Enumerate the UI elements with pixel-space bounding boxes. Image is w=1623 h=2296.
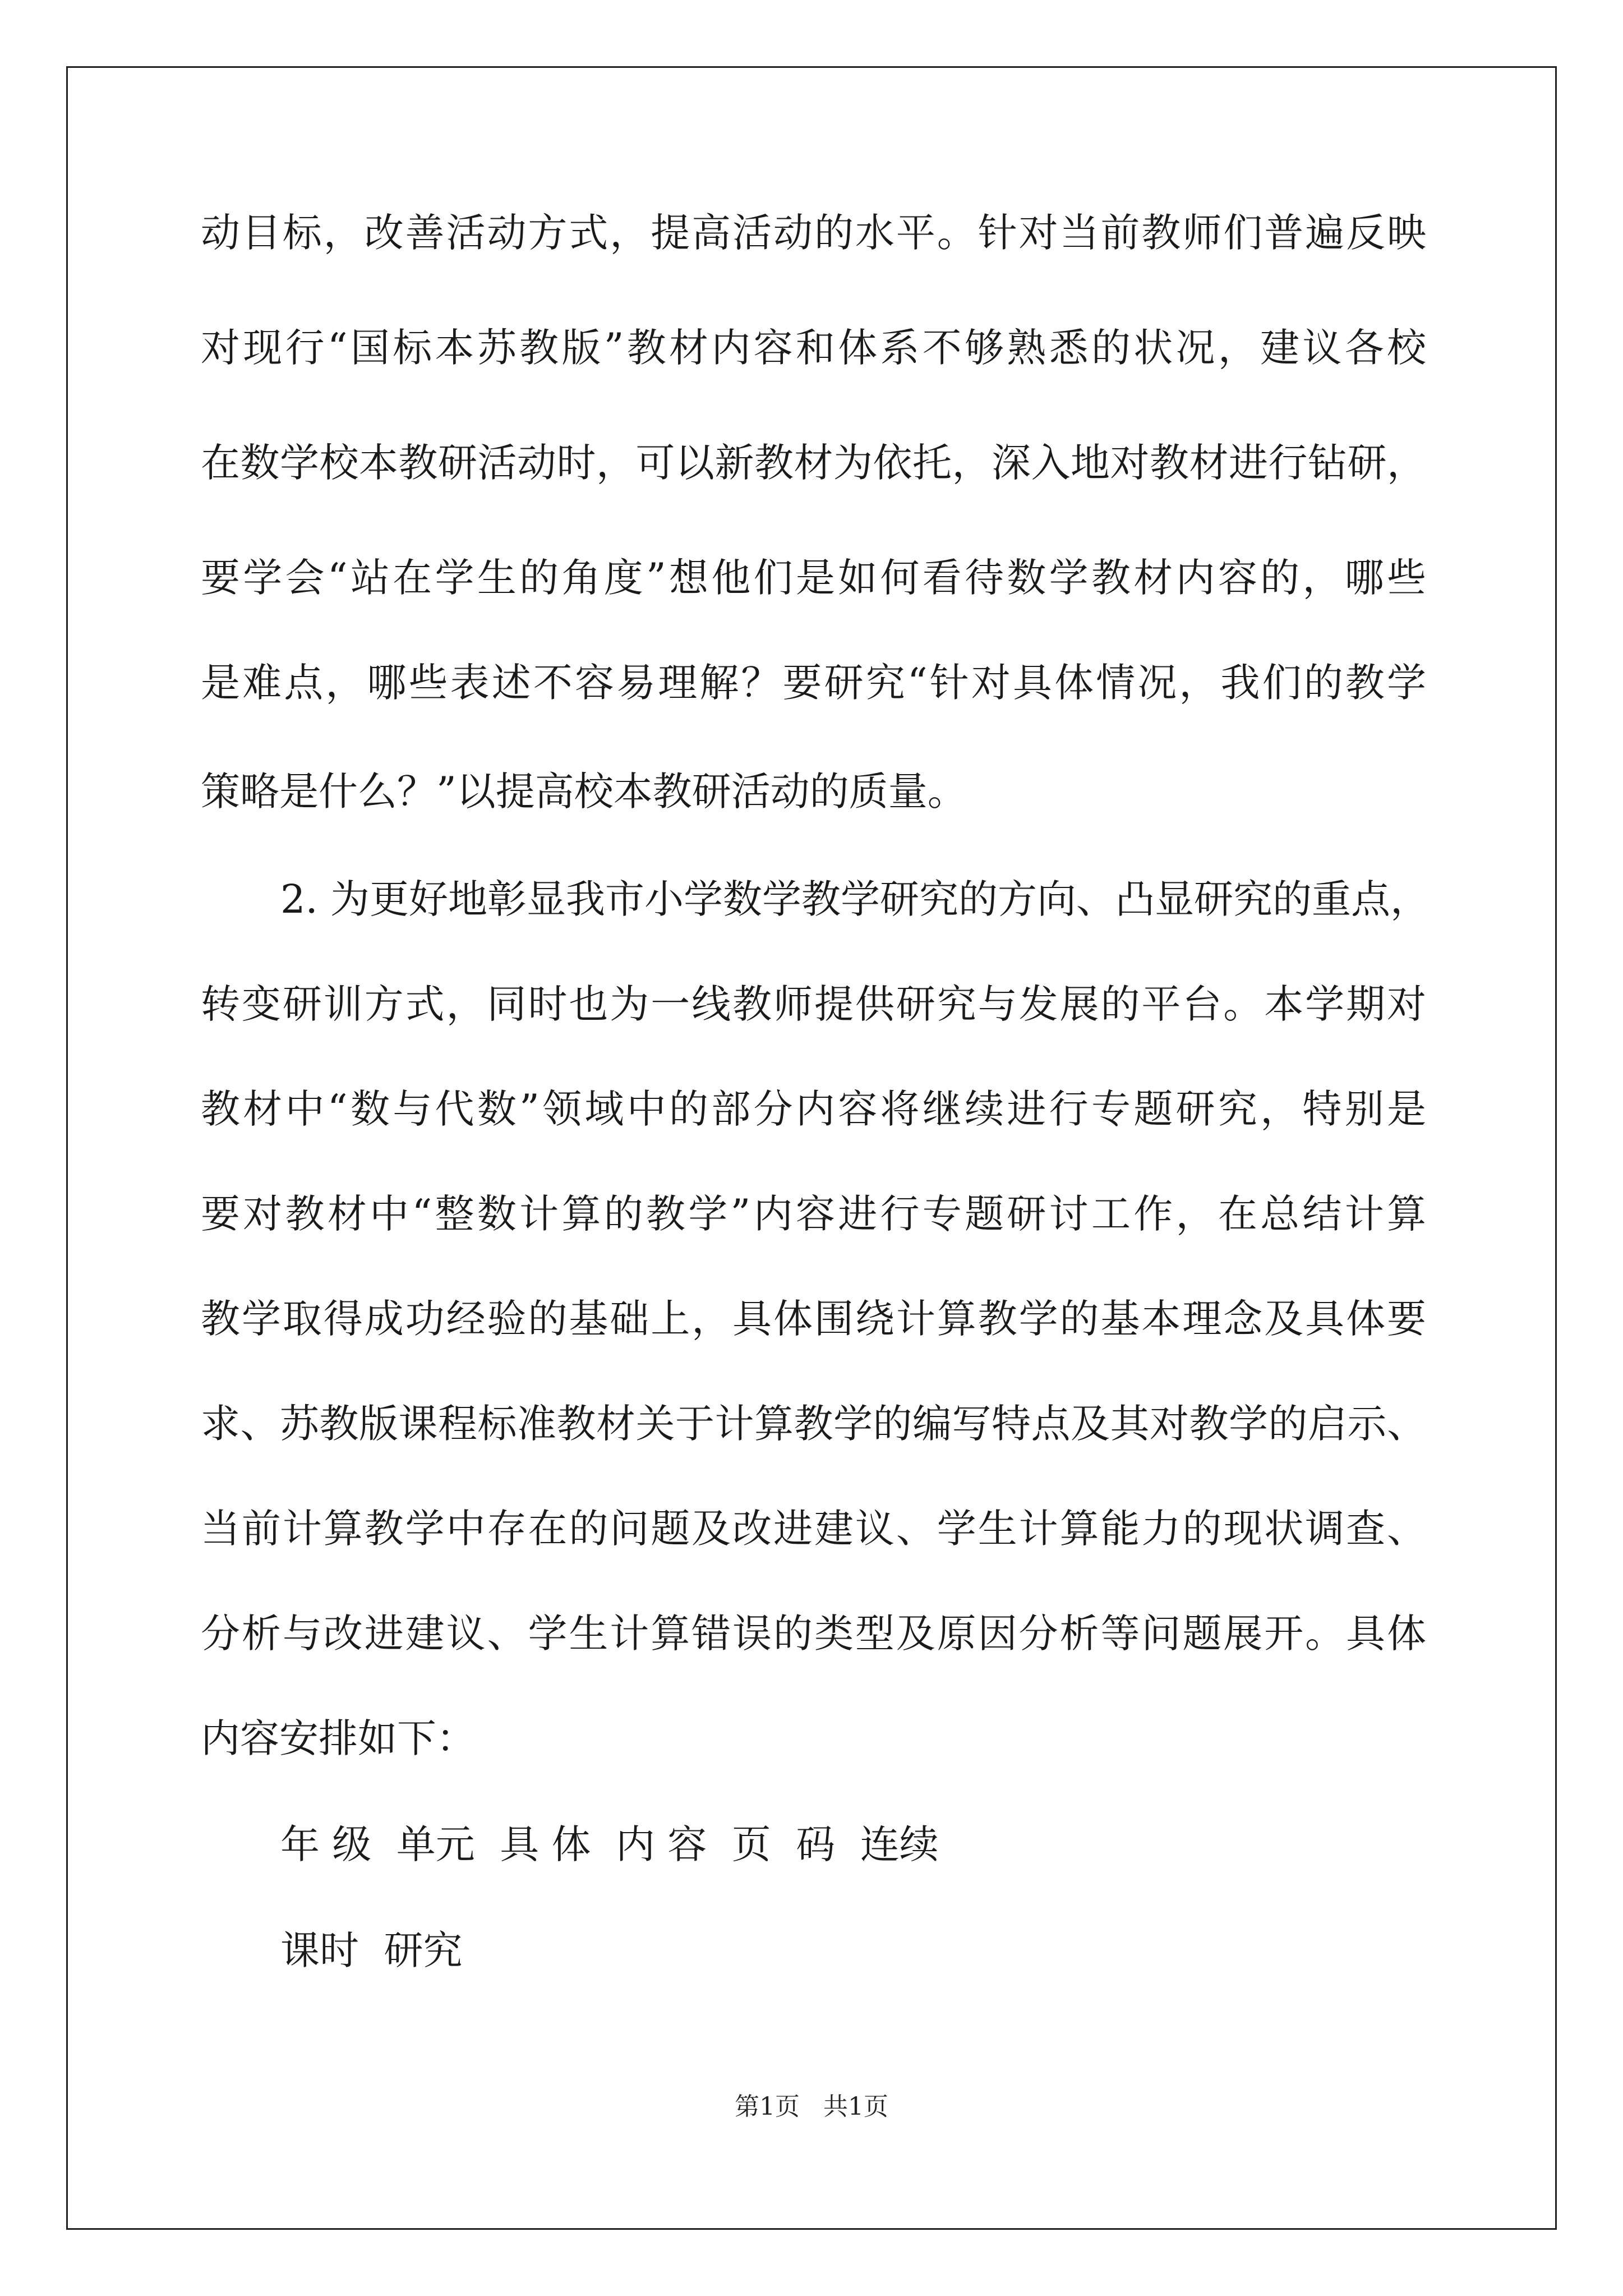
page-number: 第1页 bbox=[735, 2092, 800, 2121]
paragraph-2-line-7: 当前计算教学中存在的问题及改进建议、学生计算能力的现状调查、 bbox=[201, 1506, 1426, 1552]
table-header-row-2: 课时 研究 bbox=[280, 1927, 463, 1973]
page-border bbox=[66, 66, 1557, 2230]
paragraph-2-line-8: 分析与改进建议、学生计算错误的类型及原因分析等问题展开。具体 bbox=[201, 1611, 1426, 1657]
paragraph-2-line-9: 内容安排如下： bbox=[201, 1715, 476, 1761]
paragraph-2-line-5: 教学取得成功经验的基础上，具体围绕计算教学的基本理念及具体要 bbox=[201, 1296, 1426, 1342]
paragraph-1-line-4: 要学会“站在学生的角度”想他们是如何看待数学教材内容的，哪些 bbox=[201, 555, 1426, 601]
paragraph-1-line-5: 是难点，哪些表述不容易理解？要研究“针对具体情况，我们的教学 bbox=[201, 660, 1426, 706]
paragraph-2-line-4: 要对教材中“整数计算的教学”内容进行专题研讨工作，在总结计算 bbox=[201, 1191, 1426, 1237]
paragraph-1-line-3: 在数学校本教研活动时，可以新教材为依托，深入地对教材进行钻研， bbox=[201, 440, 1426, 486]
paragraph-2-line-3: 教材中“数与代数”领域中的部分内容将继续进行专题研究，特别是 bbox=[201, 1086, 1426, 1132]
page-total: 共1页 bbox=[823, 2092, 888, 2121]
paragraph-2-line-2: 转变研训方式，同时也为一线教师提供研究与发展的平台。本学期对 bbox=[201, 981, 1426, 1027]
table-header-row-1: 年 级 单元 具 体 内 容 页 码 连续 bbox=[280, 1821, 939, 1867]
paragraph-2-line-1: 2. 为更好地彰显我市小学数学教学研究的方向、凸显研究的重点， bbox=[280, 876, 1430, 922]
paragraph-1-line-1: 动目标，改善活动方式，提高活动的水平。针对当前教师们普遍反映 bbox=[201, 210, 1426, 256]
page-footer bbox=[0, 2090, 1623, 2124]
paragraph-1-line-6: 策略是什么？”以提高校本教研活动的质量。 bbox=[201, 769, 967, 815]
paragraph-1-line-2: 对现行“国标本苏教版”教材内容和体系不够熟悉的状况，建议各校 bbox=[201, 325, 1426, 371]
paragraph-2-line-6: 求、苏教版课程标准教材关于计算教学的编写特点及其对教学的启示、 bbox=[201, 1401, 1426, 1447]
